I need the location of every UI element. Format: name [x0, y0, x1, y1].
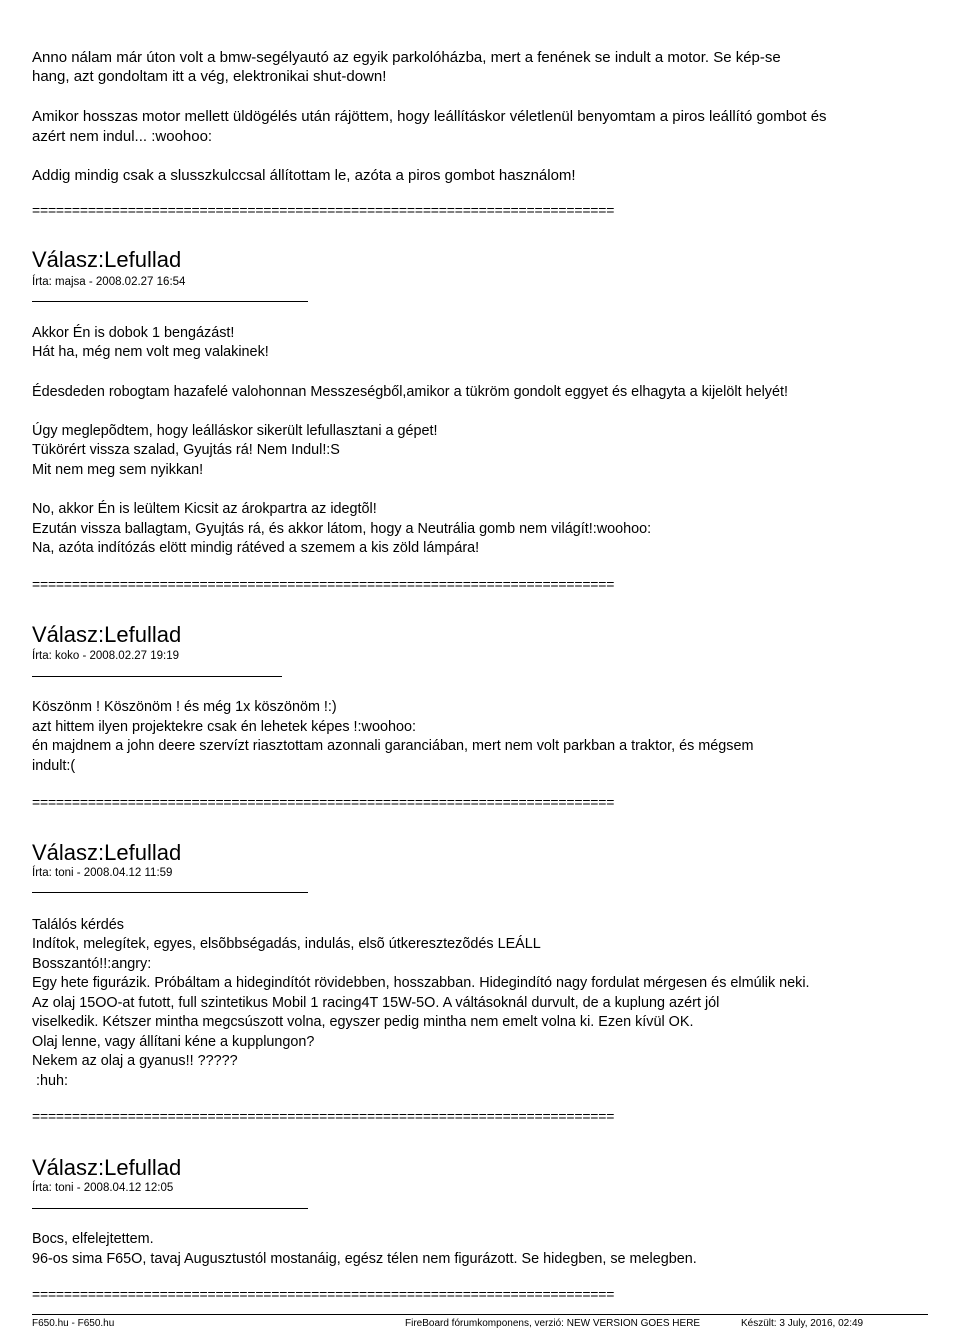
- separator: =========================================================================: [32, 202, 615, 218]
- post-line: Hát ha, még nem volt meg valakinek!: [32, 344, 269, 360]
- post-title: Válasz:Lefullad: [32, 1155, 182, 1180]
- post-line: Ezután vissza ballagtam, Gyujtás rá, és akkor látom, hogy a Neutrália gomb nem világít!:woohoo:: [32, 521, 652, 537]
- post-meta: Írta: majsa - 2008.02.27 16:54: [32, 276, 186, 288]
- post-divider: [32, 892, 308, 893]
- footer-site: F650.hu - F650.hu: [32, 1318, 115, 1329]
- intro-line: azért nem indul... :woohoo:: [32, 128, 213, 145]
- post-line: én majdnem a john deere szervízt riasztottam azonnali garanciában, mert nem volt parkban a traktor, és mégsem: [32, 738, 754, 754]
- post-line: Találós kérdés: [32, 917, 124, 933]
- intro-line: Amikor hosszas motor mellett üldögélés után rájöttem, hogy leállításkor véletlenül benyomtam a piros leállító gombot és: [32, 108, 827, 125]
- intro-line: Anno nálam már úton volt a bmw-segélyautó az egyik parkolóházba, mert a fenének se indult a motor. Se kép-se: [32, 49, 781, 66]
- post-line: Úgy meglepõdtem, hogy leálláskor sikerült lefullasztani a gépet!: [32, 423, 438, 439]
- post-meta: Írta: koko - 2008.02.27 19:19: [32, 650, 180, 662]
- post-meta: Írta: toni - 2008.04.12 11:59: [32, 867, 173, 879]
- post-line: azt hittem ilyen projektekre csak én lehetek képes !:woohoo:: [32, 719, 416, 735]
- post-divider: [32, 301, 308, 302]
- post-line: 96-os sima F65O, tavaj Augusztustól mostanáig, egész télen nem figurázott. Se hidegben, se melegben.: [32, 1251, 697, 1267]
- post-line: :huh:: [32, 1073, 69, 1089]
- post-divider: [32, 1208, 308, 1209]
- post-line: Olaj lenne, vagy állítani kéne a kupplungon?: [32, 1034, 315, 1050]
- post-line: Mit nem meg sem nyikkan!: [32, 462, 204, 478]
- post-line: Indítok, melegítek, egyes, elsõbbségadás, indulás, elsõ útkeresztezõdés LEÁLL: [32, 936, 541, 952]
- post-title: Válasz:Lefullad: [32, 247, 182, 272]
- post-meta: Írta: toni - 2008.04.12 12:05: [32, 1182, 174, 1194]
- footer-divider: [32, 1314, 928, 1315]
- post-line: No, akkor Én is leültem Kicsit az árokpartra az idegtõl!: [32, 501, 377, 517]
- post-title: Válasz:Lefullad: [32, 622, 182, 647]
- separator: =========================================================================: [32, 1108, 615, 1124]
- post-line: viselkedik. Kétszer mintha megcsúszott volna, egyszer pedig mintha nem emelt volna ki. Ezen kívül OK.: [32, 1014, 694, 1030]
- post-line: Tükörért vissza szalad, Gyujtás rá! Nem Indul!:S: [32, 442, 340, 458]
- post-line: Akkor Én is dobok 1 bengázást!: [32, 325, 235, 341]
- footer-timestamp: Készült: 3 July, 2016, 02:49: [741, 1318, 864, 1329]
- post-line: Egy hete figurázik. Próbáltam a hidegindítót rövidebben, hosszabban. Hidegindító nagy fordulat mérgesen és elmúlik neki.: [32, 975, 810, 991]
- separator: =========================================================================: [32, 794, 615, 810]
- post-line: Nekem az olaj a gyanus!! ?????: [32, 1053, 238, 1069]
- post-divider: [32, 676, 282, 677]
- footer-generator: FireBoard fórumkomponens, verzió: NEW VERSION GOES HERE: [405, 1318, 701, 1329]
- intro-line: hang, azt gondoltam itt a vég, elektronikai shut-down!: [32, 68, 387, 85]
- separator: =========================================================================: [32, 576, 615, 592]
- post-line: Édesdeden robogtam hazafelé valohonnan Messzeségből,amikor a tükröm gondolt eggyet és elhagyta a kijelölt helyét!: [32, 384, 788, 400]
- post-line: indult:(: [32, 758, 76, 774]
- post-line: Köszönm ! Köszönöm ! és még 1x köszönöm !:): [32, 699, 337, 715]
- post-title: Válasz:Lefullad: [32, 840, 182, 865]
- post-line: Na, azóta indítózás elött mindig rátéved a szemem a kis zöld lámpára!: [32, 540, 480, 556]
- post-line: Az olaj 15OO-at futott, full szintetikus Mobil 1 racing4T 15W-5O. A váltásoknál durvult, de a kuplung azért jól: [32, 995, 720, 1011]
- post-line: Bosszantó!!:angry:: [32, 956, 152, 972]
- post-line: Bocs, elfelejtettem.: [32, 1231, 154, 1247]
- intro-line: Addig mindig csak a slusszkulccsal állítottam le, azóta a piros gombot használom!: [32, 167, 576, 184]
- separator: =========================================================================: [32, 1286, 615, 1302]
